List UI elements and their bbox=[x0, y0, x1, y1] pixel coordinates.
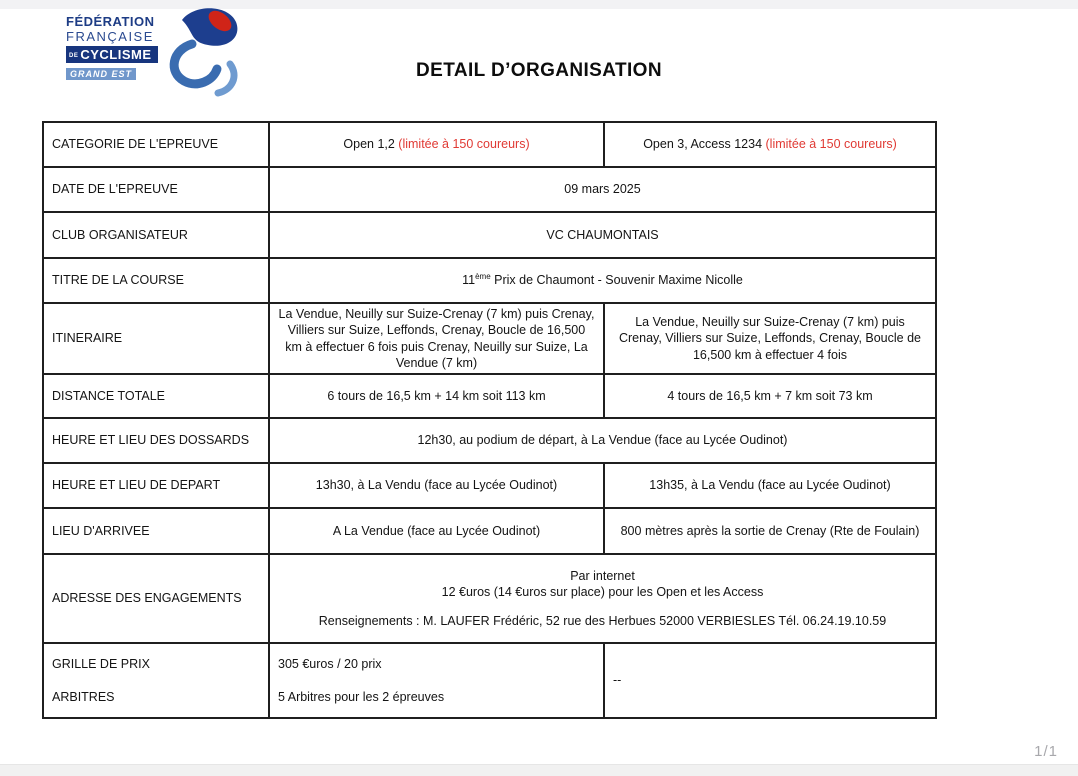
table-row-date bbox=[43, 167, 936, 212]
bottom-bar bbox=[0, 764, 1078, 776]
row-label-itineraire: ITINERAIRE bbox=[43, 303, 269, 374]
row-label-categorie: CATEGORIE DE L'EPREUVE bbox=[43, 122, 269, 167]
table-row-dossards bbox=[43, 418, 936, 463]
ffc-logo bbox=[66, 10, 216, 92]
cell-itineraire-open12: La Vendue, Neuilly sur Suize-Crenay (7 km) puis Crenay, Villiers sur Suize, Leffonds, Crenay, Boucle de 16,500 km à effectuer 6 fois puis Crenay, Neuilly sur Suize, La Vendue (7 km) bbox=[269, 303, 604, 374]
organisation-table bbox=[42, 121, 937, 719]
logo-cyclisme-bar bbox=[66, 46, 158, 63]
label-grille-de-prix: GRILLE DE PRIX bbox=[52, 656, 150, 671]
titre-num: 11 bbox=[462, 273, 476, 288]
row-label-prix-arbitres bbox=[43, 643, 269, 718]
table-row-titre bbox=[43, 258, 936, 303]
logo-francaise: FRANÇAISE bbox=[66, 29, 154, 44]
cell-prix-open12 bbox=[269, 643, 604, 718]
engagements-line2: 12 €uros (14 €uros sur place) pour les Open et les Access bbox=[441, 584, 764, 599]
logo-federation: FÉDÉRATION bbox=[66, 14, 155, 29]
table-row-club bbox=[43, 212, 936, 258]
engagements-line3: Renseignements : M. LAUFER Frédéric, 52 rue des Herbues 52000 VERBIESLES Tél. 06.24.19.10.59 bbox=[318, 614, 887, 629]
row-label-club: CLUB ORGANISATEUR bbox=[43, 212, 269, 258]
cell-date: 09 mars 2025 bbox=[269, 167, 936, 212]
cell-categorie-open3 bbox=[604, 122, 936, 167]
table-row-arrivee bbox=[43, 508, 936, 554]
logo-cyclisme: CYCLISME bbox=[80, 47, 152, 62]
page-indicator: 1/1 bbox=[1034, 743, 1058, 760]
cell-engagements bbox=[269, 554, 936, 643]
titre-sup: ème bbox=[475, 272, 491, 282]
page-title: DETAIL D’ORGANISATION bbox=[416, 60, 662, 81]
table-row-categorie bbox=[43, 122, 936, 167]
cell-categorie-open12 bbox=[269, 122, 604, 167]
row-label-engagements: ADRESSE DES ENGAGEMENTS bbox=[43, 554, 269, 643]
table-row-itineraire bbox=[43, 303, 936, 374]
cell-depart-open3: 13h35, à La Vendu (face au Lycée Oudinot) bbox=[604, 463, 936, 508]
row-label-date: DATE DE L'EPREUVE bbox=[43, 167, 269, 212]
logo-region: GRAND EST bbox=[66, 68, 136, 80]
cell-prix-open3: -- bbox=[604, 643, 936, 718]
categorie-open12-limit: (limitée à 150 coureurs) bbox=[398, 137, 530, 152]
logo-de: DE bbox=[69, 52, 79, 59]
row-label-titre: TITRE DE LA COURSE bbox=[43, 258, 269, 303]
categorie-open3-text: Open 3, Access 1234 bbox=[643, 137, 766, 152]
cell-arrivee-open12: A La Vendue (face au Lycée Oudinot) bbox=[269, 508, 604, 554]
prix-line1: 305 €uros / 20 prix bbox=[278, 656, 382, 671]
row-label-arrivee: LIEU D'ARRIVEE bbox=[43, 508, 269, 554]
label-arbitres: ARBITRES bbox=[52, 690, 115, 704]
cell-arrivee-open3: 800 mètres après la sortie de Crenay (Rte de Foulain) bbox=[604, 508, 936, 554]
ffc-logo-text bbox=[66, 14, 158, 82]
table-row-depart bbox=[43, 463, 936, 508]
table-row-distance bbox=[43, 374, 936, 418]
cell-titre bbox=[269, 258, 936, 303]
cell-depart-open12: 13h30, à La Vendu (face au Lycée Oudinot) bbox=[269, 463, 604, 508]
cell-dossards: 12h30, au podium de départ, à La Vendue (face au Lycée Oudinot) bbox=[269, 418, 936, 463]
row-label-depart: HEURE ET LIEU DE DEPART bbox=[43, 463, 269, 508]
titre-rest: Prix de Chaumont - Souvenir Maxime Nicolle bbox=[490, 273, 743, 288]
cell-itineraire-open3: La Vendue, Neuilly sur Suize-Crenay (7 km) puis Crenay, Villiers sur Suize, Leffonds, Crenay, Boucle de 16,500 km à effectuer 4 fois bbox=[604, 303, 936, 374]
prix-line2: 5 Arbitres pour les 2 épreuves bbox=[278, 690, 445, 704]
cell-distance-open3: 4 tours de 16,5 km + 7 km soit 73 km bbox=[604, 374, 936, 418]
cell-distance-open12: 6 tours de 16,5 km + 14 km soit 113 km bbox=[269, 374, 604, 418]
cell-club: VC CHAUMONTAIS bbox=[269, 212, 936, 258]
categorie-open3-limit: (limitée à 150 coureurs) bbox=[765, 137, 897, 152]
table-row-prix-arbitres bbox=[43, 643, 936, 718]
categorie-open12-text: Open 1,2 bbox=[343, 137, 399, 152]
row-label-distance: DISTANCE TOTALE bbox=[43, 374, 269, 418]
row-label-dossards: HEURE ET LIEU DES DOSSARDS bbox=[43, 418, 269, 463]
table-row-engagements bbox=[43, 554, 936, 643]
engagements-line1: Par internet bbox=[570, 568, 635, 583]
